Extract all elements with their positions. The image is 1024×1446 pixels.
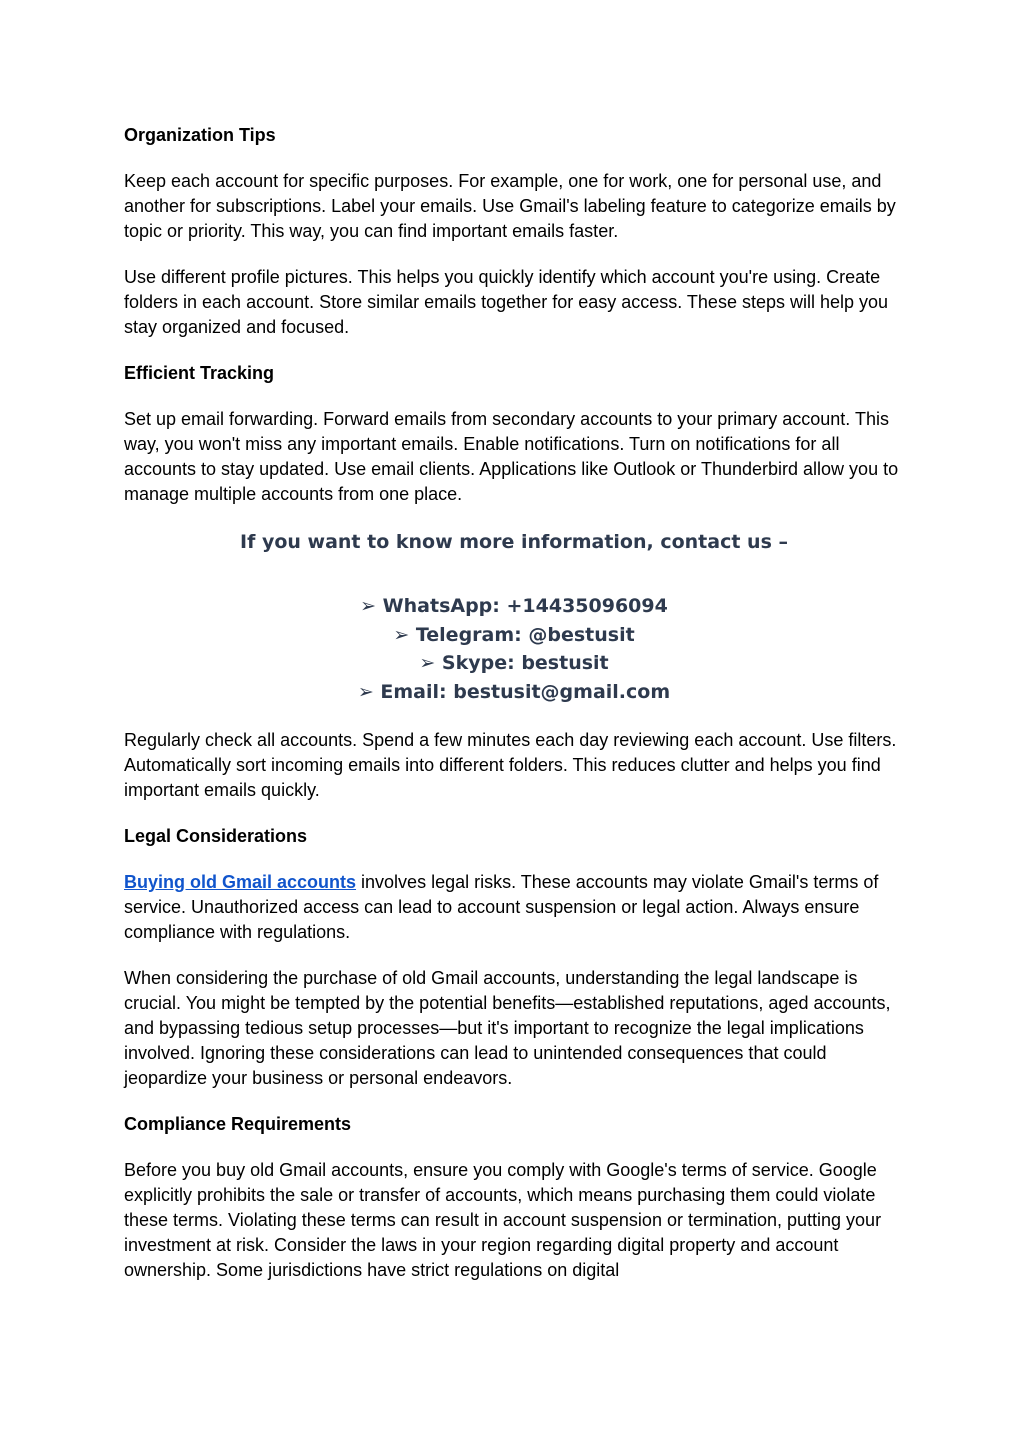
contact-title: If you want to know more information, contact us – xyxy=(240,531,788,553)
contact-email: ➢ Email: bestusit@gmail.com xyxy=(357,680,671,703)
section-heading-legal-considerations: Legal Considerations xyxy=(124,826,308,846)
section-heading-organization-tips: Organization Tips xyxy=(124,125,276,145)
contact-whatsapp: ➢ WhatsApp: +14435096094 xyxy=(360,595,668,617)
paragraph-organization-1: Keep each account for specific purposes. For example, one for work, one for personal use, and another for subscriptions. Label your emails. Use Gmail's labeling feature to categorize emails by topic or priority. This way, you can find important emails faster. xyxy=(124,171,896,241)
contact-skype: ➢ Skype: bestusit xyxy=(419,652,609,674)
paragraph-organization-2: Use different profile pictures. This helps you quickly identify which account you're using. Create folders in each account. Store similar emails together for easy access. These steps will help you stay organized and focused. xyxy=(124,267,889,337)
paragraph-legal-1 xyxy=(124,870,904,945)
contact-telegram: ➢ Telegram: @bestusit xyxy=(393,623,635,646)
paragraph-legal-1-text: involves legal risks. These accounts may violate Gmail's terms of service. Unauthorized access can lead to account suspension or legal action. Always ensure compliance with regulations. xyxy=(124,872,879,942)
paragraph-regular-check: Regularly check all accounts. Spend a few minutes each day reviewing each account. Use filters. Automatically sort incoming emails into different folders. This reduces clutter and helps you find important emails quickly. xyxy=(124,730,897,800)
section-heading-compliance-requirements: Compliance Requirements xyxy=(124,1114,352,1134)
document-page xyxy=(124,123,904,1304)
paragraph-compliance-1: Before you buy old Gmail accounts, ensure you comply with Google's terms of service. Google explicitly prohibits the sale or transfer of accounts, which means purchasing them could violate these terms. Violating these terms can result in account suspension or termination, putting your investment at risk. Consider the laws in your region regarding digital property and account ownership. Some jurisdictions have strict regulations on digital xyxy=(124,1160,882,1280)
section-heading-efficient-tracking: Efficient Tracking xyxy=(124,363,275,383)
buying-old-gmail-accounts-link[interactable]: Buying old Gmail accounts xyxy=(124,872,357,892)
paragraph-legal-2: When considering the purchase of old Gmail accounts, understanding the legal landscape is crucial. You might be tempted by the potential benefits—established reputations, aged accounts, and bypassing tedious setup processes—but it's important to recognize the legal implications involved. Ignoring these considerations can lead to unintended consequences that could jeopardize your business or personal endeavors. xyxy=(124,968,891,1088)
paragraph-tracking-1: Set up email forwarding. Forward emails from secondary accounts to your primary account. This way, you won't miss any important emails. Enable notifications. Turn on notifications for all accounts to stay updated. Use email clients. Applications like Outlook or Thunderbird allow you to manage multiple accounts from one place. xyxy=(124,409,899,504)
contact-block xyxy=(124,528,904,706)
